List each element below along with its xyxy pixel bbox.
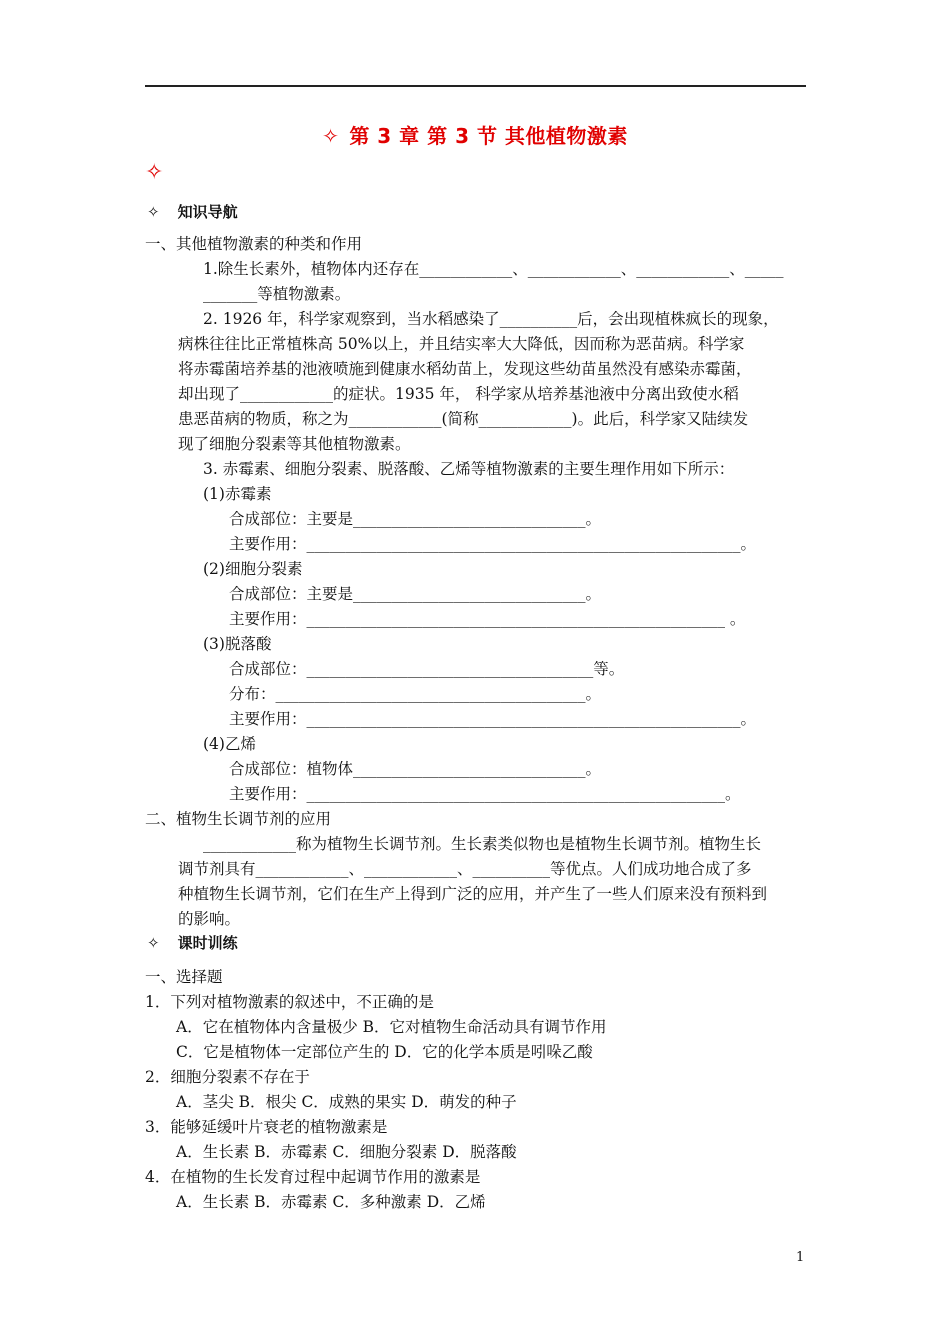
text-line: 调节剂具有____________、____________、__________等优点。人们成功地合成了多 <box>178 860 752 878</box>
text-line: (1)赤霉素 <box>203 485 272 503</box>
text-line: 合成部位：主要是______________________________。 <box>229 585 602 603</box>
text-line: 的影响。 <box>178 910 241 928</box>
exercise-line: 4．在植物的生长发育过程中起调节作用的激素是 <box>145 1168 481 1186</box>
text-line: 合成部位：主要是______________________________。 <box>229 510 602 528</box>
section-heading-knowledge <box>147 201 238 223</box>
header-rule <box>145 85 806 87</box>
text-line: 3. 赤霉素、细胞分裂素、脱落酸、乙烯等植物激素的主要生理作用如下所示： <box>203 460 735 478</box>
star-icon: ✧ <box>147 203 160 221</box>
star-icon: ✧ <box>147 934 160 952</box>
exercise-line: A．它在植物体内含量极少 B．它对植物生命活动具有调节作用 <box>176 1018 607 1036</box>
text-line: 现了细胞分裂素等其他植物激素。 <box>178 435 411 453</box>
section-heading-text: 课时训练 <box>177 934 238 952</box>
text-line: (4)乙烯 <box>203 735 256 753</box>
text-line: 将赤霉菌培养基的池液喷施到健康水稻幼苗上，发现这些幼苗虽然没有感染赤霉菌， <box>178 360 752 378</box>
exercise-line: 一、选择题 <box>145 968 223 986</box>
text-line: 主要作用：________________________________________________________。 <box>229 710 757 728</box>
text-line: 2. 1926 年，科学家观察到，当水稻感染了__________后，会出现植株疯长的现象， <box>203 310 779 328</box>
text-line: 分布：________________________________________。 <box>229 685 602 703</box>
exercise-line: 3．能够延缓叶片衰老的植物激素是 <box>145 1118 388 1136</box>
text-line: 合成部位：_____________________________________等。 <box>229 660 625 678</box>
page-number: 1 <box>796 1250 805 1265</box>
exercise-line: 1．下列对植物激素的叙述中，不正确的是 <box>145 993 434 1011</box>
text-line: 种植物生长调节剂，它们在生产上得到广泛的应用，并产生了一些人们原来没有预料到 <box>178 885 768 903</box>
star-icon: ✧ <box>322 124 340 148</box>
text-line: 患恶苗病的物质，称之为____________(简称____________)。此后，科学家又陆续发 <box>178 410 749 428</box>
text-line: 主要作用：______________________________________________________ 。 <box>229 610 746 628</box>
exercise-line: 2．细胞分裂素不存在于 <box>145 1068 310 1086</box>
section-heading-training <box>147 932 238 954</box>
text-line: 病株往往比正常植株高 50%以上，并且结实率大大降低，因而称为恶苗病。科学家 <box>178 335 745 353</box>
exercise-line: A．生长素 B．赤霉素 C．多种激素 D．乙烯 <box>176 1193 486 1211</box>
text-line: 1.除生长素外，植物体内还存在____________、____________、____________、_____ <box>203 260 784 278</box>
exercise-line: C．它是植物体一定部位产生的 D．它的化学本质是吲哚乙酸 <box>176 1043 593 1061</box>
text-line: (2)细胞分裂素 <box>203 560 303 578</box>
text-line: 主要作用：________________________________________________________。 <box>229 535 757 553</box>
text-line: 合成部位：植物体______________________________。 <box>229 760 602 778</box>
text-line: 主要作用：______________________________________________________。 <box>229 785 741 803</box>
exercise-line: A．生长素 B．赤霉素 C．细胞分裂素 D．脱落酸 <box>176 1143 517 1161</box>
text-line: 却出现了____________的症状。1935 年， 科学家从培养基池液中分离出致使水稻 <box>178 385 739 403</box>
page-title-text: 第 3 章 第 3 节 其他植物激素 <box>349 124 628 148</box>
text-line: _______等植物激素。 <box>203 285 351 303</box>
text-line: 二、植物生长调节剂的应用 <box>145 810 332 828</box>
page-title <box>0 120 950 149</box>
exercise-line: A．茎尖 B．根尖 C．成熟的果实 D．萌发的种子 <box>176 1093 517 1111</box>
star-icon: ✧ <box>145 160 164 185</box>
text-line: ____________称为植物生长调节剂。生长素类似物也是植物生长调节剂。植物生长 <box>203 835 762 853</box>
text-line: 一、其他植物激素的种类和作用 <box>145 235 363 253</box>
section-heading-text: 知识导航 <box>177 203 238 221</box>
text-line: (3)脱落酸 <box>203 635 272 653</box>
